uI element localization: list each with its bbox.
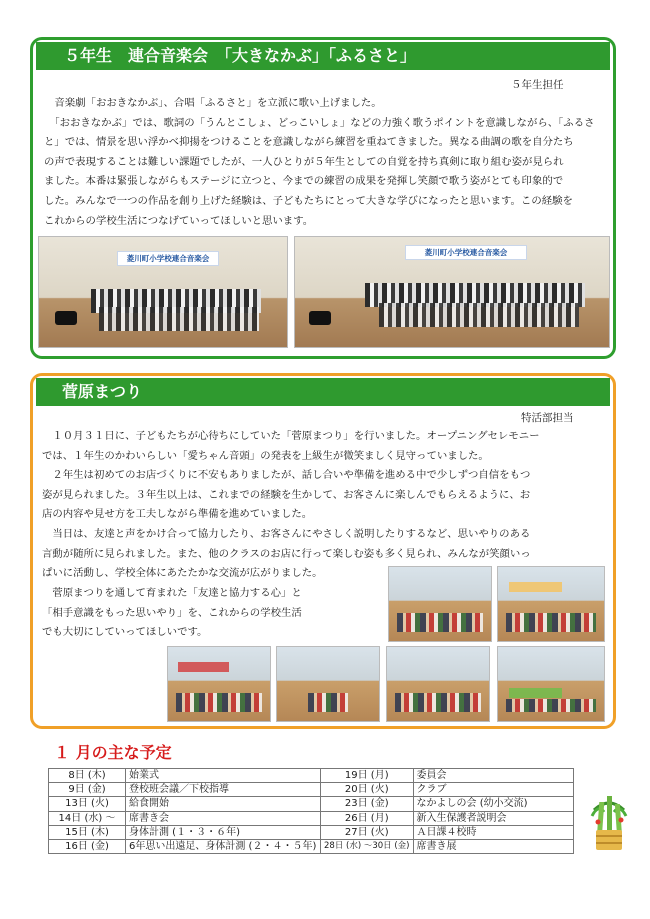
date-cell: 20日 (火) xyxy=(321,783,414,797)
event-cell: 給食開始 xyxy=(126,797,321,811)
sugawara-festival-closing xyxy=(42,584,302,643)
event-cell: 席書き会 xyxy=(126,811,321,825)
body-line: ました。本番は緊張しながらもステージに立つと、今までの練習の成果を発揮し笑顔で歌う姿がとても印象的で xyxy=(44,175,564,188)
body-line: と」では、情景を思い浮かべ抑揚をつけることを意識しながら練習を重ねてきました。異なる曲調の歌を自分たち xyxy=(44,136,574,149)
sugawara-festival-title: 菅原まつり xyxy=(36,378,610,406)
event-cell: Ａ日課４校時 xyxy=(413,825,573,839)
students xyxy=(397,613,483,632)
table-row xyxy=(49,839,574,853)
festival-photo xyxy=(276,646,380,722)
festival-photo xyxy=(386,646,490,722)
event-cell: 席書き展 xyxy=(413,839,573,853)
table-row xyxy=(49,783,574,797)
students xyxy=(308,693,349,712)
concert-banner: 菱川町小学校連合音楽会 xyxy=(405,245,527,260)
students xyxy=(506,613,595,632)
sugawara-festival-author: 特活部担当 xyxy=(521,412,574,424)
table-row xyxy=(49,769,574,783)
date-cell: 16日 (金) xyxy=(49,839,126,853)
piano xyxy=(309,311,331,325)
body-line: ２年生は初めてのお店づくりに不安もありましたが、話し合いや準備を進める中で少しずつ自信をもつ xyxy=(42,469,531,482)
closing-line: 菅原まつりを通して育まれた「友達と協力する心」と xyxy=(42,587,302,599)
body-line: 「おおきなかぶ」では、歌詞の「うんとこしょ、どっこいしょ」などの力強く歌うポイントを意識しながら、「ふるさ xyxy=(44,116,595,129)
festival-photo xyxy=(497,646,605,722)
date-cell: 9日 (金) xyxy=(49,783,126,797)
game-mat xyxy=(509,688,562,698)
kadomatsu-icon xyxy=(588,792,630,854)
stall-decoration xyxy=(509,582,562,592)
body-line: した。みんなで一つの作品を創り上げた経験は、子どもたちにとって大きな学びになったと思います。この経験を xyxy=(44,194,573,207)
date-cell: 27日 (火) xyxy=(321,825,414,839)
date-cell: 23日 (金) xyxy=(321,797,414,811)
festival-photo xyxy=(497,566,605,642)
concert-photo-left xyxy=(38,236,288,348)
event-cell: 委員会 xyxy=(413,769,573,783)
body-line: 言動が随所に見られました。また、他のクラスのお店に行って楽しむ姿も多く見られ、みんなが笑顔いっ xyxy=(42,547,531,560)
table-row xyxy=(49,825,574,839)
body-line: の声で表現することは難しい課題でしたが、一人ひとりが５年生としての自覚を持ち真剣に取り組む姿が見られ xyxy=(44,155,564,168)
event-cell: 身体計測 (１・３・６年) xyxy=(126,825,321,839)
date-cell: 15日 (木) xyxy=(49,825,126,839)
date-cell: 14日 (水) ～ xyxy=(49,811,126,825)
event-cell: クラブ xyxy=(413,783,573,797)
event-cell: なかよしの会 (幼小交流) xyxy=(413,797,573,811)
choir-row xyxy=(379,303,579,327)
music-festival-body xyxy=(44,94,594,231)
body-line: ぱいに活動し、学校全体にあたたかな交流が広がりました。 xyxy=(42,567,323,580)
concert-photo-right xyxy=(294,236,610,348)
date-cell: 8日 (木) xyxy=(49,769,126,783)
body-line: １０月３１日に、子どもたちが心待ちにしていた「菅原まつり」を行いました。オープニングセレモニー xyxy=(42,430,540,442)
festival-photo xyxy=(167,646,271,722)
body-line: では、１年生のかわいらしい「愛ちゃん音頭」の発表を上級生が微笑ましく見守っていました。 xyxy=(42,449,489,462)
students xyxy=(506,699,595,712)
closing-line: でも大切にしていってほしいです。 xyxy=(42,626,208,639)
music-festival-title: ５年生 連合音楽会 「大きなかぶ」「ふるさと」 xyxy=(36,42,610,70)
date-cell: 13日 (火) xyxy=(49,797,126,811)
choir-row xyxy=(99,307,259,331)
concert-banner: 菱川町小学校連合音楽会 xyxy=(117,251,219,266)
closing-line: 「相手意識をもった思いやり」を、これからの学校生活 xyxy=(42,606,302,619)
body-line: 当日は、友達と声をかけ合って協力したり、お客さんにやさしく説明したりするなど、思いやりのある xyxy=(42,527,531,540)
body-line: 店の内容や見せ方を工夫しながら準備を進めていました。 xyxy=(42,508,313,521)
students xyxy=(395,693,481,712)
table-row xyxy=(49,797,574,811)
date-cell: 19日 (月) xyxy=(321,769,414,783)
body-line: これからの学校生活につなげていってほしいと思います。 xyxy=(44,214,314,227)
schedule-title: １ 月の主な予定 xyxy=(54,743,172,762)
body-line: 音楽劇「おおきなかぶ」、合唱「ふるさと」を立派に歌い上げました。 xyxy=(44,97,382,109)
festival-photo xyxy=(388,566,492,642)
stage-curtain xyxy=(178,662,229,672)
date-cell: 28日 (水) ～30日 (金) xyxy=(321,839,414,853)
body-line: 姿が見られました。３年生以上は、これまでの経験を生かして、お客さんに楽しんでもらえるように、お xyxy=(42,488,531,501)
date-cell: 26日 (月) xyxy=(321,811,414,825)
sugawara-festival-body xyxy=(42,427,540,584)
event-cell: 登校班会議／下校指導 xyxy=(126,783,321,797)
schedule-table xyxy=(48,768,574,854)
music-festival-author: ５年生担任 xyxy=(511,79,564,91)
students xyxy=(176,693,262,712)
piano xyxy=(55,311,77,325)
table-row xyxy=(49,811,574,825)
event-cell: 6年思い出遠足、身体計測 (２・４・５年) xyxy=(126,839,321,853)
event-cell: 新入生保護者説明会 xyxy=(413,811,573,825)
event-cell: 始業式 xyxy=(126,769,321,783)
